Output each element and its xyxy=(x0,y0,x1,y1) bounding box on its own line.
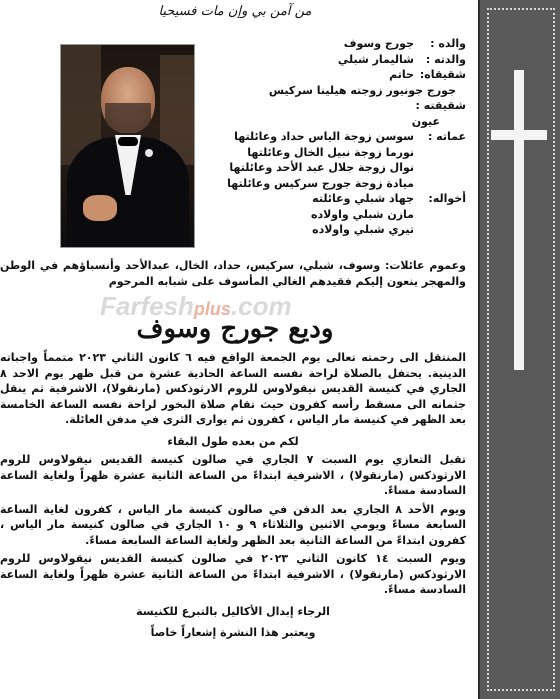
brother-1: حاتم xyxy=(389,68,414,81)
notice-line: ويعتبر هذا النشرة إشعاراً خاصاً xyxy=(150,626,316,639)
condolence-line: لكم من بعده طول البقاء xyxy=(167,434,299,448)
mother-label: والدته : xyxy=(425,52,466,66)
aunt-row xyxy=(181,129,466,145)
brother-2-row xyxy=(181,83,466,99)
verse-heading: من آمن بي وإن مات فسيحيا xyxy=(158,4,312,19)
aunt-item: نورما زوجة نبيل الخال وعائلتها xyxy=(247,145,414,159)
brothers-label: شقيقاه: xyxy=(419,68,466,81)
sister-label: شقيقته : xyxy=(415,99,466,112)
announcement-body xyxy=(0,350,466,644)
condolences-saturday: تقبل التعازي يوم السبت ٧ الجاري في صالون كنيسة القديس نيقولاوس للروم الارثوذكس (مارنقولا) ، الاشرفية ابتداءً من الساعة الثانية عشرة ظهراً ولغاية الساعة السادسة مساءً. xyxy=(0,453,466,497)
uncle-row xyxy=(181,191,466,207)
mother-name: شاليمار شبلي xyxy=(337,52,414,66)
mother-row xyxy=(181,52,466,68)
uncle-item: تيري شبلي واولاده xyxy=(312,223,414,236)
uncle-row xyxy=(181,207,466,223)
sister-name: عيون xyxy=(411,114,440,128)
watermark-brand: Farfesh xyxy=(100,291,194,321)
aunt-row xyxy=(181,160,466,176)
aunt-item: ميادة زوجة جورج سركيس وعائلتها xyxy=(227,176,414,190)
uncles-label: أخواله: xyxy=(428,192,466,205)
deceased-name: وديع جورج وسوف xyxy=(136,314,334,344)
aunt-row xyxy=(181,176,466,192)
family-details xyxy=(181,36,466,238)
uncle-item: جهاد شبلي وعائلته xyxy=(312,192,414,205)
cross-icon-bar xyxy=(491,130,547,140)
aunts-label: عماته : xyxy=(427,130,466,143)
donation-request: الرجاء إبدال الأكاليل بالتبرع للكنيسة xyxy=(136,604,330,618)
brothers-row xyxy=(181,67,466,83)
funeral-details: المنتقل الى رحمته تعالى يوم الجمعة الواقع فيه ٦ كانون الثاني ٢٠٢٣ متمماً واجباته الدينية. يحتفل بالصلاة لراحة نفسه الساعة الحادية عشرة من قبل ظهر يوم الاحد ٨ الجاري في كنيسة القديس نيقولاوس للروم الارثوذكس (مارنقولا)، الاشرفية ثم ينقل جثمانه الى مسقط رأسه كفرون حيث تقام صلاة البخور لراحة نفسه الساعة الخامسة بعد الظهر في كنيسة مار الياس ، كفرون ثم يوارى الثرى في مدفن العائلة. xyxy=(0,351,466,426)
condolences-sunday: ويوم الأحد ٨ الجاري بعد الدفن في صالون كنيسة مار الياس ، كفرون لغاية الساعة السابعة مساءً ويومي الاثنين والثلاثاء ٩ و ١٠ الجاري في صالون كنيسة مار الياس ، كفرون ابتداءً من الساعة الثانية بعد الظهر ولغاية الساعة السابعة مساءً. xyxy=(0,502,466,547)
watermark-domain: .com xyxy=(230,291,292,321)
aunt-item: سوسن زوجة الياس حداد وعائلتها xyxy=(234,130,414,143)
uncle-item: مازن شبلي واولاده xyxy=(310,207,414,221)
brother-2: جورج جونيور زوجته هيلينا سركيس xyxy=(268,83,456,97)
aunt-row xyxy=(181,145,466,161)
father-row xyxy=(181,36,466,52)
condolences-later: ويوم السبت ١٤ كانون الثاني ٢٠٢٣ في صالون كنيسة القديس نيقولاوس للروم الارثوذكس (مارنقولا) ، الاشرفية ابتداءً من الساعة الثانية عشرة ظهراً ولغاية الساعة السادسة مساءً. xyxy=(0,552,466,596)
father-name: جورج وسوف xyxy=(343,37,414,50)
watermark-plus: plus xyxy=(193,299,231,319)
cross-icon xyxy=(514,70,524,370)
deceased-photo xyxy=(60,44,195,248)
aunt-item: نوال زوجة جلال عبد الأحد وعائلتها xyxy=(229,161,414,174)
uncle-row xyxy=(181,222,466,238)
father-label: والده : xyxy=(430,37,466,50)
sister-name-row xyxy=(181,114,466,130)
sister-row xyxy=(181,98,466,114)
mourning-families-text: وعموم عائلات: وسوف، شبلي، سركيس، حداد، الخال، عبدالأحد وأنسباؤهم في الوطن والمهجر ينعون إليكم فقيدهم الغالي المأسوف على شبابه المرحوم xyxy=(0,259,466,288)
